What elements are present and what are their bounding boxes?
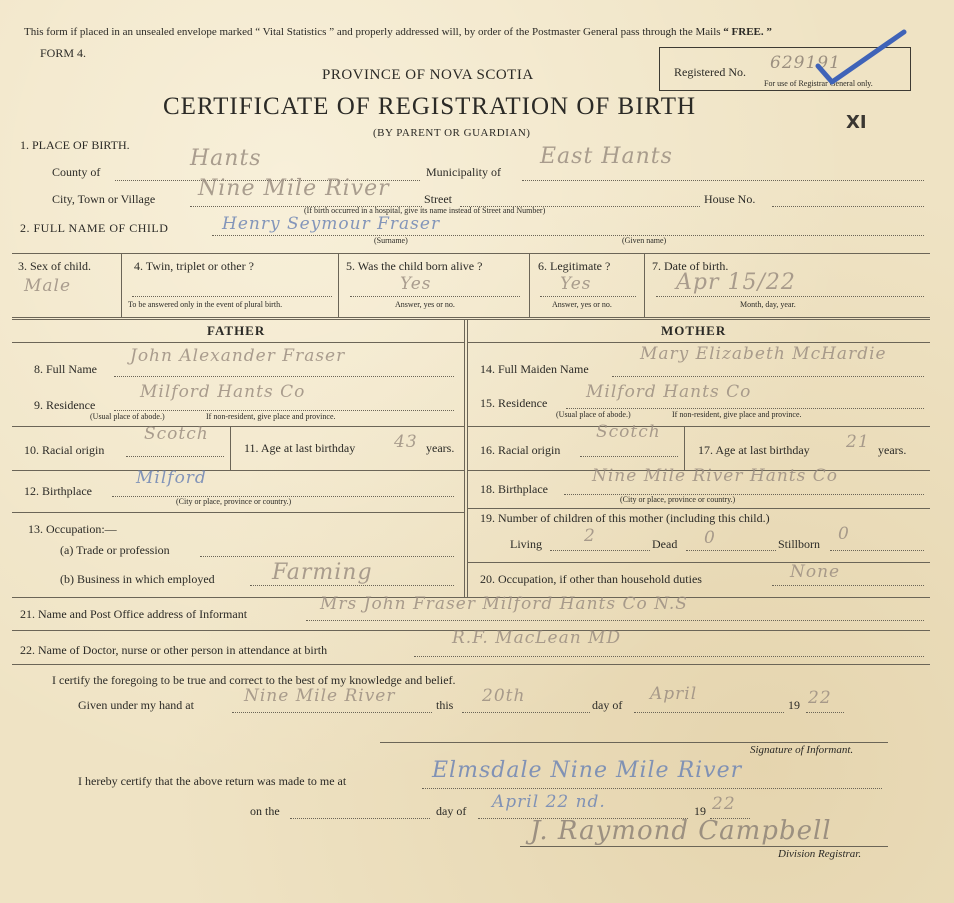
mother-racial-value: Scotch xyxy=(596,422,661,442)
mother-heading: MOTHER xyxy=(661,323,727,338)
city-value: Nine Mile River xyxy=(198,176,390,201)
check-mark-icon xyxy=(810,28,910,88)
mother-living-label: Living xyxy=(510,537,542,551)
father-res-value: Milford Hants Co xyxy=(140,382,306,402)
mother-bp-value: Nine Mile River Hants Co xyxy=(592,466,839,486)
certificate-subtitle: (BY PARENT OR GUARDIAN) xyxy=(373,127,531,139)
corner-mark: XI xyxy=(846,112,867,133)
house-label: House No. xyxy=(704,192,756,206)
father-bp-label: 12. Birthplace xyxy=(24,484,92,498)
postal-notice-text: This form if placed in an unsealed envelope marked “ Vital Statistics ” and properly addressed will, by order of the Postmaster General pass through the Mails xyxy=(24,26,724,38)
sex-label: 3. Sex of child. xyxy=(18,259,91,273)
mother-name-value: Mary Elizabeth McHardie xyxy=(640,344,887,364)
mother-res-value: Milford Hants Co xyxy=(586,382,752,402)
father-age-value: 43 xyxy=(394,432,418,452)
registrar-statement: I hereby certify that the above return was made to me at xyxy=(78,774,347,788)
registered-label: Registered No. xyxy=(674,65,746,79)
informant-value: Mrs John Fraser Milford Hants Co N.S xyxy=(320,594,688,614)
registrar-caption: Division Registrar. xyxy=(778,848,862,860)
city-label: City, Town or Village xyxy=(52,192,156,206)
certify-statement: I certify the foregoing to be true and correct to the best of my knowledge and belief. xyxy=(52,673,456,687)
doctor-label: 22. Name of Doctor, nurse or other person in attendance at birth xyxy=(20,643,328,657)
registrar-signature: J. Raymond Campbell xyxy=(530,816,832,846)
father-res-label: 9. Residence xyxy=(34,398,96,412)
mother-dead-value: 0 xyxy=(704,528,716,548)
alive-note: Answer, yes or no. xyxy=(395,300,455,309)
free-label: “ FREE. ” xyxy=(723,26,772,38)
mother-racial-label: 16. Racial origin xyxy=(480,443,561,457)
dob-label: 7. Date of birth. xyxy=(652,259,729,273)
given-name-note: (Given name) xyxy=(622,236,667,245)
father-racial-value: Scotch xyxy=(144,424,209,444)
municipality-label: Municipality of xyxy=(426,165,501,179)
alive-value: Yes xyxy=(400,274,432,294)
father-age-unit: years. xyxy=(426,441,455,455)
twin-label: 4. Twin, triplet or other ? xyxy=(134,259,254,273)
registrar-date-value: April 22 nd. xyxy=(492,792,606,812)
postal-notice xyxy=(24,26,772,38)
father-heading: FATHER xyxy=(207,323,266,338)
father-age-label: 11. Age at last birthday xyxy=(244,441,356,455)
county-label: County of xyxy=(52,165,101,179)
father-occ-label: 13. Occupation:— xyxy=(28,522,117,536)
alive-label: 5. Was the child born alive ? xyxy=(346,259,483,273)
registered-number: 629191 xyxy=(770,53,841,73)
hospital-note: (If birth occurred in a hospital, give its name instead of Street and Number) xyxy=(304,206,546,215)
registrar-day-of-label: day of xyxy=(436,804,467,818)
mother-still-label: Stillborn xyxy=(778,537,821,551)
mother-occ-value: None xyxy=(790,562,841,582)
municipality-value: East Hants xyxy=(540,144,673,169)
this-day-value: 20th xyxy=(482,686,526,706)
mother-age-value: 21 xyxy=(846,432,870,452)
month-value: April xyxy=(650,684,698,704)
place-heading: 1. PLACE OF BIRTH. xyxy=(20,138,130,152)
informant-label: 21. Name and Post Office address of Informant xyxy=(20,607,248,621)
mother-age-unit: years. xyxy=(878,443,907,457)
this-label: this xyxy=(436,698,454,712)
legit-value: Yes xyxy=(560,274,592,294)
day-of-label: day of xyxy=(592,698,623,712)
registered-note: For use of Registrar General only. xyxy=(764,79,873,88)
registrar-place-value: Elmsdale Nine Mile River xyxy=(432,758,743,783)
legit-label: 6. Legitimate ? xyxy=(538,259,611,273)
father-bp-value: Milford xyxy=(136,468,207,488)
father-res-note-a: (Usual place of abode.) xyxy=(90,412,165,421)
father-name-value: John Alexander Fraser xyxy=(130,346,346,366)
father-racial-label: 10. Racial origin xyxy=(24,443,105,457)
doctor-value: R.F. MacLean MD xyxy=(452,628,622,648)
given-place-value: Nine Mile River xyxy=(244,686,396,706)
mother-still-value: 0 xyxy=(838,524,850,544)
informant-signature-caption: Signature of Informant. xyxy=(750,744,854,756)
mother-res-note-b: If non-resident, give place and province. xyxy=(672,410,802,419)
surname-note: (Surname) xyxy=(374,236,408,245)
registrar-year-prefix: 19 xyxy=(694,804,706,818)
legit-note: Answer, yes or no. xyxy=(552,300,612,309)
mother-name-label: 14. Full Maiden Name xyxy=(480,362,589,376)
father-name-label: 8. Full Name xyxy=(34,362,97,376)
sex-value: Male xyxy=(24,276,72,296)
province-heading: PROVINCE OF NOVA SCOTIA xyxy=(322,67,534,83)
twin-note: To be answered only in the event of plural birth. xyxy=(128,300,283,309)
mother-occ-label: 20. Occupation, if other than household duties xyxy=(480,572,702,586)
dob-value: Apr 15/22 xyxy=(676,270,796,295)
mother-dead-label: Dead xyxy=(652,537,678,551)
father-business-label: (b) Business in which employed xyxy=(60,572,215,586)
year-value: 22 xyxy=(808,688,832,708)
father-business-value: Farming xyxy=(272,560,373,585)
dob-note: Month, day, year. xyxy=(740,300,796,309)
given-under-label: Given under my hand at xyxy=(78,698,194,712)
mother-children-label: 19. Number of children of this mother (including this child.) xyxy=(480,511,770,525)
on-the-label: on the xyxy=(250,804,280,818)
form-number: FORM 4. xyxy=(40,46,87,60)
mother-bp-note: (City or place, province or country.) xyxy=(620,495,736,504)
child-name-value: Henry Seymour Fraser xyxy=(222,214,441,234)
father-bp-note: (City or place, province or country.) xyxy=(176,497,292,506)
child-name-label: 2. FULL NAME OF CHILD xyxy=(20,221,169,235)
mother-living-value: 2 xyxy=(584,526,596,546)
mother-bp-label: 18. Birthplace xyxy=(480,482,548,496)
mother-res-note-a: (Usual place of abode.) xyxy=(556,410,631,419)
county-value: Hants xyxy=(190,146,262,171)
mother-age-label: 17. Age at last birthday xyxy=(698,443,810,457)
father-trade-label: (a) Trade or profession xyxy=(60,543,170,557)
street-label: Street xyxy=(424,192,452,206)
year-prefix: 19 xyxy=(788,698,800,712)
certificate-title: CERTIFICATE OF REGISTRATION OF BIRTH xyxy=(163,93,697,120)
registrar-year-value: 22 xyxy=(712,794,736,814)
mother-res-label: 15. Residence xyxy=(480,396,548,410)
father-res-note-b: If non-resident, give place and province. xyxy=(206,412,336,421)
